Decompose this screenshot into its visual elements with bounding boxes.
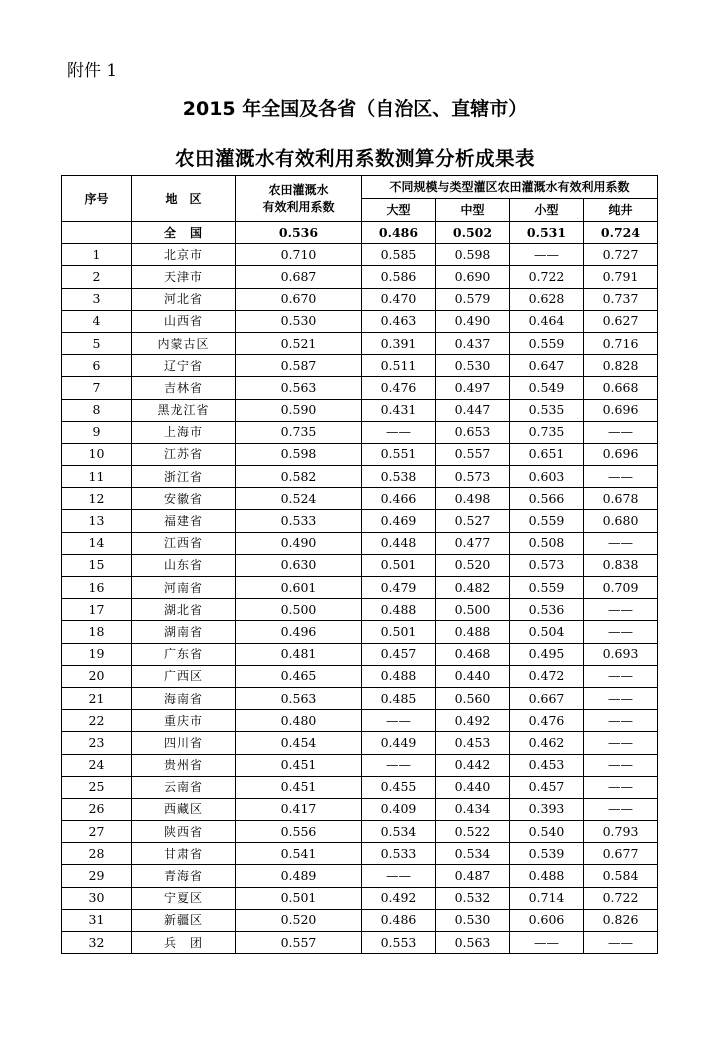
cell-well: 0.724 — [584, 222, 658, 244]
table-row — [62, 488, 658, 510]
cell-large: 0.486 — [362, 222, 436, 244]
table-row — [62, 710, 658, 732]
cell-small: 0.540 — [510, 821, 584, 843]
cell-index — [62, 222, 132, 244]
cell-index: 32 — [62, 932, 132, 954]
cell-medium: 0.530 — [436, 909, 510, 931]
table-row — [62, 554, 658, 576]
cell-large: 0.534 — [362, 821, 436, 843]
cell-large: 0.469 — [362, 510, 436, 532]
header-small: 小型 — [510, 199, 584, 222]
cell-small: 0.714 — [510, 887, 584, 909]
cell-large: 0.488 — [362, 599, 436, 621]
cell-large: —— — [362, 710, 436, 732]
cell-index: 15 — [62, 554, 132, 576]
cell-well: 0.677 — [584, 843, 658, 865]
table-row — [62, 865, 658, 887]
irrigation-coefficient-table — [61, 175, 658, 954]
cell-medium: 0.560 — [436, 687, 510, 709]
cell-region: 陕西省 — [132, 821, 236, 843]
cell-region: 山西省 — [132, 310, 236, 332]
cell-region: 兵 团 — [132, 932, 236, 954]
cell-medium: 0.440 — [436, 665, 510, 687]
header-medium: 中型 — [436, 199, 510, 222]
cell-coefficient: 0.670 — [236, 288, 362, 310]
cell-medium: 0.453 — [436, 732, 510, 754]
cell-region: 广西区 — [132, 665, 236, 687]
cell-large: 0.553 — [362, 932, 436, 954]
cell-region: 江西省 — [132, 532, 236, 554]
cell-index: 2 — [62, 266, 132, 288]
table-row — [62, 687, 658, 709]
cell-coefficient: 0.598 — [236, 443, 362, 465]
cell-well: —— — [584, 754, 658, 776]
cell-coefficient: 0.501 — [236, 887, 362, 909]
cell-large: 0.463 — [362, 310, 436, 332]
cell-well: 0.696 — [584, 443, 658, 465]
cell-medium: 0.488 — [436, 621, 510, 643]
cell-small: 0.722 — [510, 266, 584, 288]
cell-well: 0.838 — [584, 554, 658, 576]
table-row — [62, 332, 658, 354]
cell-large: 0.455 — [362, 776, 436, 798]
cell-region: 辽宁省 — [132, 355, 236, 377]
cell-index: 7 — [62, 377, 132, 399]
cell-well: 0.793 — [584, 821, 658, 843]
cell-small: 0.559 — [510, 332, 584, 354]
cell-index: 18 — [62, 621, 132, 643]
cell-index: 21 — [62, 687, 132, 709]
cell-region: 青海省 — [132, 865, 236, 887]
cell-well: 0.709 — [584, 577, 658, 599]
cell-large: 0.476 — [362, 377, 436, 399]
cell-coefficient: 0.557 — [236, 932, 362, 954]
cell-index: 30 — [62, 887, 132, 909]
cell-well: 0.722 — [584, 887, 658, 909]
cell-small: —— — [510, 244, 584, 266]
cell-index: 5 — [62, 332, 132, 354]
cell-index: 4 — [62, 310, 132, 332]
cell-well: 0.678 — [584, 488, 658, 510]
cell-small: 0.651 — [510, 443, 584, 465]
table-row — [62, 355, 658, 377]
cell-large: 0.391 — [362, 332, 436, 354]
cell-index: 14 — [62, 532, 132, 554]
cell-region: 安徽省 — [132, 488, 236, 510]
cell-large: 0.501 — [362, 554, 436, 576]
cell-well: 0.716 — [584, 332, 658, 354]
cell-index: 25 — [62, 776, 132, 798]
cell-large: 0.409 — [362, 798, 436, 820]
cell-coefficient: 0.496 — [236, 621, 362, 643]
table-row — [62, 643, 658, 665]
cell-large: 0.501 — [362, 621, 436, 643]
cell-large: —— — [362, 421, 436, 443]
cell-small: 0.603 — [510, 466, 584, 488]
cell-small: 0.453 — [510, 754, 584, 776]
cell-region: 贵州省 — [132, 754, 236, 776]
cell-small: 0.462 — [510, 732, 584, 754]
cell-medium: 0.440 — [436, 776, 510, 798]
cell-region: 西藏区 — [132, 798, 236, 820]
cell-well: 0.791 — [584, 266, 658, 288]
table-row — [62, 909, 658, 931]
cell-region: 海南省 — [132, 687, 236, 709]
cell-well: —— — [584, 710, 658, 732]
table-row — [62, 577, 658, 599]
cell-small: 0.549 — [510, 377, 584, 399]
cell-coefficient: 0.601 — [236, 577, 362, 599]
cell-region: 山东省 — [132, 554, 236, 576]
table-row — [62, 599, 658, 621]
cell-small: 0.647 — [510, 355, 584, 377]
cell-medium: 0.482 — [436, 577, 510, 599]
cell-region: 内蒙古区 — [132, 332, 236, 354]
table-row — [62, 510, 658, 532]
cell-medium: 0.653 — [436, 421, 510, 443]
cell-region: 湖南省 — [132, 621, 236, 643]
cell-large: 0.431 — [362, 399, 436, 421]
cell-coefficient: 0.710 — [236, 244, 362, 266]
cell-small: 0.573 — [510, 554, 584, 576]
cell-well: 0.680 — [584, 510, 658, 532]
cell-well: —— — [584, 732, 658, 754]
cell-coefficient: 0.536 — [236, 222, 362, 244]
cell-well: 0.696 — [584, 399, 658, 421]
cell-small: 0.488 — [510, 865, 584, 887]
cell-small: 0.628 — [510, 288, 584, 310]
table-row — [62, 244, 658, 266]
cell-region: 河北省 — [132, 288, 236, 310]
cell-medium: 0.477 — [436, 532, 510, 554]
cell-coefficient: 0.630 — [236, 554, 362, 576]
cell-small: 0.457 — [510, 776, 584, 798]
cell-well: 0.584 — [584, 865, 658, 887]
document-title-line-1: 2015 年全国及各省（自治区、直辖市） — [182, 98, 528, 120]
cell-small: 0.559 — [510, 577, 584, 599]
table-row — [62, 754, 658, 776]
cell-coefficient: 0.454 — [236, 732, 362, 754]
cell-small: 0.535 — [510, 399, 584, 421]
cell-coefficient: 0.520 — [236, 909, 362, 931]
table-row — [62, 821, 658, 843]
cell-large: 0.533 — [362, 843, 436, 865]
cell-coefficient: 0.490 — [236, 532, 362, 554]
table-row — [62, 776, 658, 798]
cell-region: 广东省 — [132, 643, 236, 665]
cell-coefficient: 0.500 — [236, 599, 362, 621]
cell-well: —— — [584, 599, 658, 621]
cell-coefficient: 0.481 — [236, 643, 362, 665]
attachment-label: 附件 1 — [67, 61, 118, 81]
cell-large: 0.586 — [362, 266, 436, 288]
table-row — [62, 288, 658, 310]
header-large: 大型 — [362, 199, 436, 222]
cell-medium: 0.468 — [436, 643, 510, 665]
table-row — [62, 443, 658, 465]
cell-index: 9 — [62, 421, 132, 443]
cell-medium: 0.497 — [436, 377, 510, 399]
cell-coefficient: 0.735 — [236, 421, 362, 443]
cell-region: 重庆市 — [132, 710, 236, 732]
cell-well: —— — [584, 621, 658, 643]
cell-coefficient: 0.521 — [236, 332, 362, 354]
cell-region: 全 国 — [132, 222, 236, 244]
document-title-line-2: 农田灌溉水有效利用系数测算分析成果表 — [174, 147, 535, 170]
cell-coefficient: 0.451 — [236, 754, 362, 776]
cell-medium: 0.532 — [436, 887, 510, 909]
cell-small: 0.393 — [510, 798, 584, 820]
cell-small: 0.667 — [510, 687, 584, 709]
cell-medium: 0.437 — [436, 332, 510, 354]
cell-index: 27 — [62, 821, 132, 843]
cell-large: —— — [362, 865, 436, 887]
table-row — [62, 421, 658, 443]
cell-region: 天津市 — [132, 266, 236, 288]
cell-large: 0.511 — [362, 355, 436, 377]
cell-region: 黑龙江省 — [132, 399, 236, 421]
cell-medium: 0.598 — [436, 244, 510, 266]
cell-medium: 0.690 — [436, 266, 510, 288]
cell-medium: 0.502 — [436, 222, 510, 244]
cell-large: 0.486 — [362, 909, 436, 931]
header-coefficient — [236, 176, 362, 222]
cell-large: 0.470 — [362, 288, 436, 310]
cell-medium: 0.447 — [436, 399, 510, 421]
cell-large: 0.466 — [362, 488, 436, 510]
cell-region: 云南省 — [132, 776, 236, 798]
cell-small: 0.566 — [510, 488, 584, 510]
cell-index: 23 — [62, 732, 132, 754]
header-district-group: 不同规模与类型灌区农田灌溉水有效利用系数 — [362, 176, 658, 199]
cell-index: 28 — [62, 843, 132, 865]
table-row — [62, 466, 658, 488]
cell-medium: 0.434 — [436, 798, 510, 820]
cell-region: 宁夏区 — [132, 887, 236, 909]
cell-large: —— — [362, 754, 436, 776]
cell-small: 0.536 — [510, 599, 584, 621]
cell-index: 10 — [62, 443, 132, 465]
cell-small: 0.539 — [510, 843, 584, 865]
cell-index: 11 — [62, 466, 132, 488]
cell-index: 1 — [62, 244, 132, 266]
cell-index: 17 — [62, 599, 132, 621]
cell-region: 福建省 — [132, 510, 236, 532]
cell-region: 新疆区 — [132, 909, 236, 931]
cell-coefficient: 0.563 — [236, 377, 362, 399]
cell-medium: 0.534 — [436, 843, 510, 865]
cell-index: 13 — [62, 510, 132, 532]
cell-large: 0.448 — [362, 532, 436, 554]
cell-large: 0.488 — [362, 665, 436, 687]
table-row — [62, 665, 658, 687]
cell-small: —— — [510, 932, 584, 954]
table-row — [62, 377, 658, 399]
cell-index: 16 — [62, 577, 132, 599]
table-row — [62, 843, 658, 865]
header-row-1 — [62, 176, 658, 199]
cell-well: —— — [584, 776, 658, 798]
cell-coefficient: 0.530 — [236, 310, 362, 332]
cell-well: 0.737 — [584, 288, 658, 310]
cell-region: 江苏省 — [132, 443, 236, 465]
cell-coefficient: 0.465 — [236, 665, 362, 687]
cell-index: 26 — [62, 798, 132, 820]
cell-region: 甘肃省 — [132, 843, 236, 865]
cell-small: 0.606 — [510, 909, 584, 931]
cell-coefficient: 0.687 — [236, 266, 362, 288]
cell-well: —— — [584, 932, 658, 954]
cell-medium: 0.487 — [436, 865, 510, 887]
cell-medium: 0.557 — [436, 443, 510, 465]
cell-well: —— — [584, 421, 658, 443]
table-row — [62, 532, 658, 554]
cell-small: 0.464 — [510, 310, 584, 332]
cell-index: 31 — [62, 909, 132, 931]
cell-small: 0.508 — [510, 532, 584, 554]
cell-index: 12 — [62, 488, 132, 510]
cell-small: 0.476 — [510, 710, 584, 732]
cell-coefficient: 0.590 — [236, 399, 362, 421]
cell-medium: 0.490 — [436, 310, 510, 332]
cell-medium: 0.498 — [436, 488, 510, 510]
cell-well: 0.826 — [584, 909, 658, 931]
cell-region: 浙江省 — [132, 466, 236, 488]
cell-coefficient: 0.451 — [236, 776, 362, 798]
cell-region: 吉林省 — [132, 377, 236, 399]
cell-index: 22 — [62, 710, 132, 732]
cell-large: 0.485 — [362, 687, 436, 709]
cell-index: 8 — [62, 399, 132, 421]
cell-index: 20 — [62, 665, 132, 687]
cell-index: 19 — [62, 643, 132, 665]
cell-medium: 0.522 — [436, 821, 510, 843]
cell-coefficient: 0.563 — [236, 687, 362, 709]
table-row — [62, 887, 658, 909]
cell-small: 0.735 — [510, 421, 584, 443]
cell-large: 0.479 — [362, 577, 436, 599]
cell-medium: 0.492 — [436, 710, 510, 732]
cell-medium: 0.442 — [436, 754, 510, 776]
cell-small: 0.531 — [510, 222, 584, 244]
cell-large: 0.551 — [362, 443, 436, 465]
cell-large: 0.538 — [362, 466, 436, 488]
cell-coefficient: 0.541 — [236, 843, 362, 865]
cell-medium: 0.530 — [436, 355, 510, 377]
table-row — [62, 621, 658, 643]
cell-well: —— — [584, 687, 658, 709]
cell-coefficient: 0.524 — [236, 488, 362, 510]
cell-coefficient: 0.587 — [236, 355, 362, 377]
table-row-national — [62, 222, 658, 244]
table-row — [62, 732, 658, 754]
cell-medium: 0.520 — [436, 554, 510, 576]
cell-index: 29 — [62, 865, 132, 887]
cell-coefficient: 0.417 — [236, 798, 362, 820]
cell-large: 0.585 — [362, 244, 436, 266]
cell-large: 0.457 — [362, 643, 436, 665]
header-coefficient-line-2: 有效利用系数 — [262, 199, 335, 214]
cell-coefficient: 0.480 — [236, 710, 362, 732]
cell-well: —— — [584, 532, 658, 554]
cell-region: 河南省 — [132, 577, 236, 599]
cell-well: 0.693 — [584, 643, 658, 665]
header-region: 地 区 — [132, 176, 236, 222]
table-row — [62, 932, 658, 954]
header-index: 序号 — [62, 176, 132, 222]
cell-coefficient: 0.556 — [236, 821, 362, 843]
cell-well: 0.668 — [584, 377, 658, 399]
cell-coefficient: 0.533 — [236, 510, 362, 532]
cell-large: 0.449 — [362, 732, 436, 754]
cell-medium: 0.527 — [436, 510, 510, 532]
cell-index: 24 — [62, 754, 132, 776]
cell-small: 0.504 — [510, 621, 584, 643]
cell-region: 湖北省 — [132, 599, 236, 621]
header-well: 纯井 — [584, 199, 658, 222]
cell-small: 0.495 — [510, 643, 584, 665]
cell-well: 0.828 — [584, 355, 658, 377]
header-coefficient-line-1: 农田灌溉水 — [268, 182, 329, 197]
cell-coefficient: 0.582 — [236, 466, 362, 488]
table-row — [62, 266, 658, 288]
cell-small: 0.559 — [510, 510, 584, 532]
cell-region: 北京市 — [132, 244, 236, 266]
cell-medium: 0.573 — [436, 466, 510, 488]
cell-well: 0.627 — [584, 310, 658, 332]
cell-index: 6 — [62, 355, 132, 377]
table-row — [62, 798, 658, 820]
cell-well: —— — [584, 466, 658, 488]
cell-large: 0.492 — [362, 887, 436, 909]
cell-well: —— — [584, 665, 658, 687]
cell-medium: 0.579 — [436, 288, 510, 310]
cell-medium: 0.500 — [436, 599, 510, 621]
cell-coefficient: 0.489 — [236, 865, 362, 887]
cell-index: 3 — [62, 288, 132, 310]
cell-well: —— — [584, 798, 658, 820]
cell-region: 上海市 — [132, 421, 236, 443]
cell-well: 0.727 — [584, 244, 658, 266]
table-row — [62, 399, 658, 421]
table-row — [62, 310, 658, 332]
cell-region: 四川省 — [132, 732, 236, 754]
cell-medium: 0.563 — [436, 932, 510, 954]
cell-small: 0.472 — [510, 665, 584, 687]
